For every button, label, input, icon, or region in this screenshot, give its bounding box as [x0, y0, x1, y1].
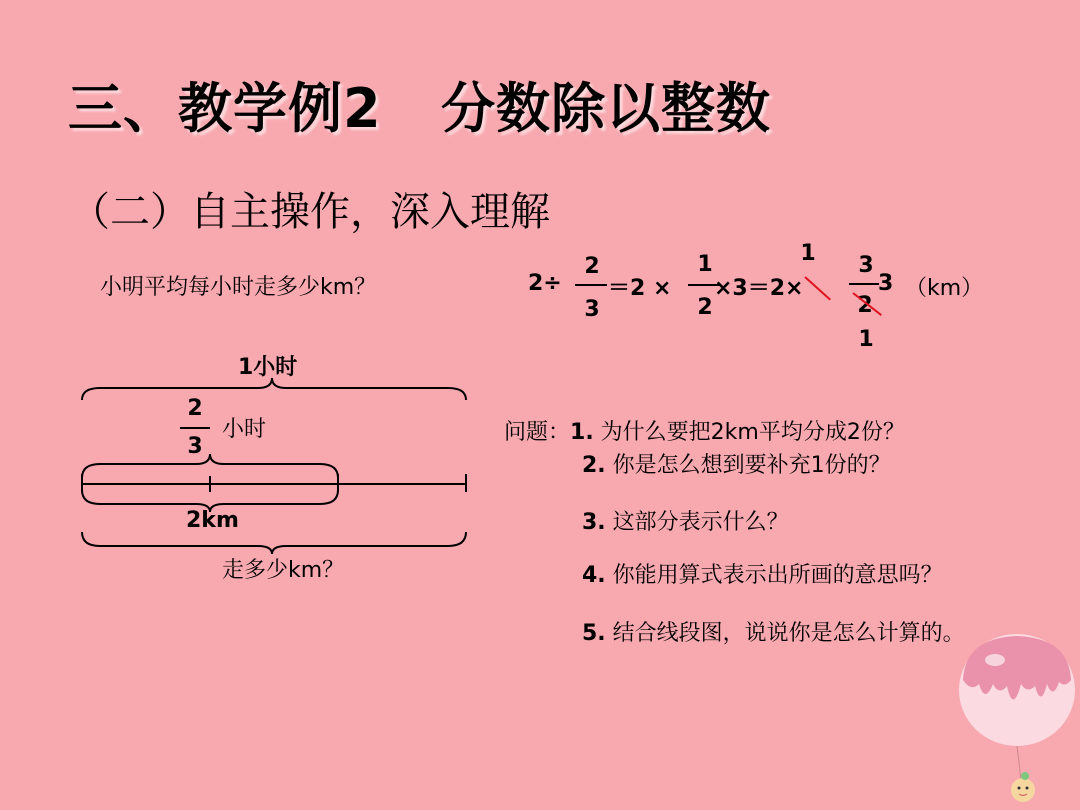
question-4-text: 你能用算式表示出所画的意思吗？ [605, 563, 943, 588]
question-4 [582, 558, 943, 589]
diagram-unknown-label: 走多少km？ [222, 558, 345, 583]
frac3-numerator: 3 [858, 253, 874, 278]
questions-heading [490, 390, 905, 446]
eq-part-a: 2÷ [528, 271, 562, 296]
question-2 [582, 448, 891, 479]
question-5 [582, 616, 965, 647]
cancel-bottom-value: 1 [858, 327, 874, 352]
diagram-frac-denominator: 3 [187, 434, 203, 459]
page-title: 三、教学例2 分数除以整数 [68, 77, 771, 140]
balloon-decoration-icon [955, 630, 1080, 810]
frac2-denominator: 2 [697, 295, 713, 320]
frac1-denominator: 3 [584, 297, 600, 322]
eq-tail-3: 3 [878, 271, 894, 296]
word-problem-question: 小明平均每小时走多少km？ [100, 275, 377, 300]
question-4-number: 4. [582, 563, 606, 588]
diagram-frac-unit: 小时 [222, 417, 267, 442]
cancel-top-value: 1 [800, 241, 816, 266]
question-1-number: 1. [570, 420, 594, 445]
question-2-number: 2. [582, 453, 606, 478]
eq-unit: （km） [905, 276, 984, 301]
diagram-frac-numerator: 2 [187, 396, 203, 421]
question-5-number: 5. [582, 621, 606, 646]
eq-part-c: ×3＝2× [714, 276, 804, 301]
eq-part-b: ＝2 × [608, 276, 672, 301]
question-5-text: 结合线段图，说说你是怎么计算的。 [605, 621, 965, 646]
frac3-denominator: 2 [857, 293, 873, 318]
question-3-number: 3. [582, 510, 606, 535]
section-subtitle: （二）自主操作，深入理解 [70, 189, 550, 235]
questions-heading-label: 问题： [504, 420, 571, 445]
frac1-numerator: 2 [584, 254, 600, 279]
diagram-distance-label: 2km [186, 508, 239, 533]
frac2-numerator: 1 [697, 252, 713, 277]
question-3 [582, 505, 789, 536]
question-3-text: 这部分表示什么？ [605, 510, 789, 535]
question-2-text: 你是怎么想到要补充1份的？ [605, 453, 891, 478]
question-1-text: 为什么要把2km平均分成2份？ [593, 420, 905, 445]
diagram-one-hour-label: 1小时 [238, 355, 298, 380]
